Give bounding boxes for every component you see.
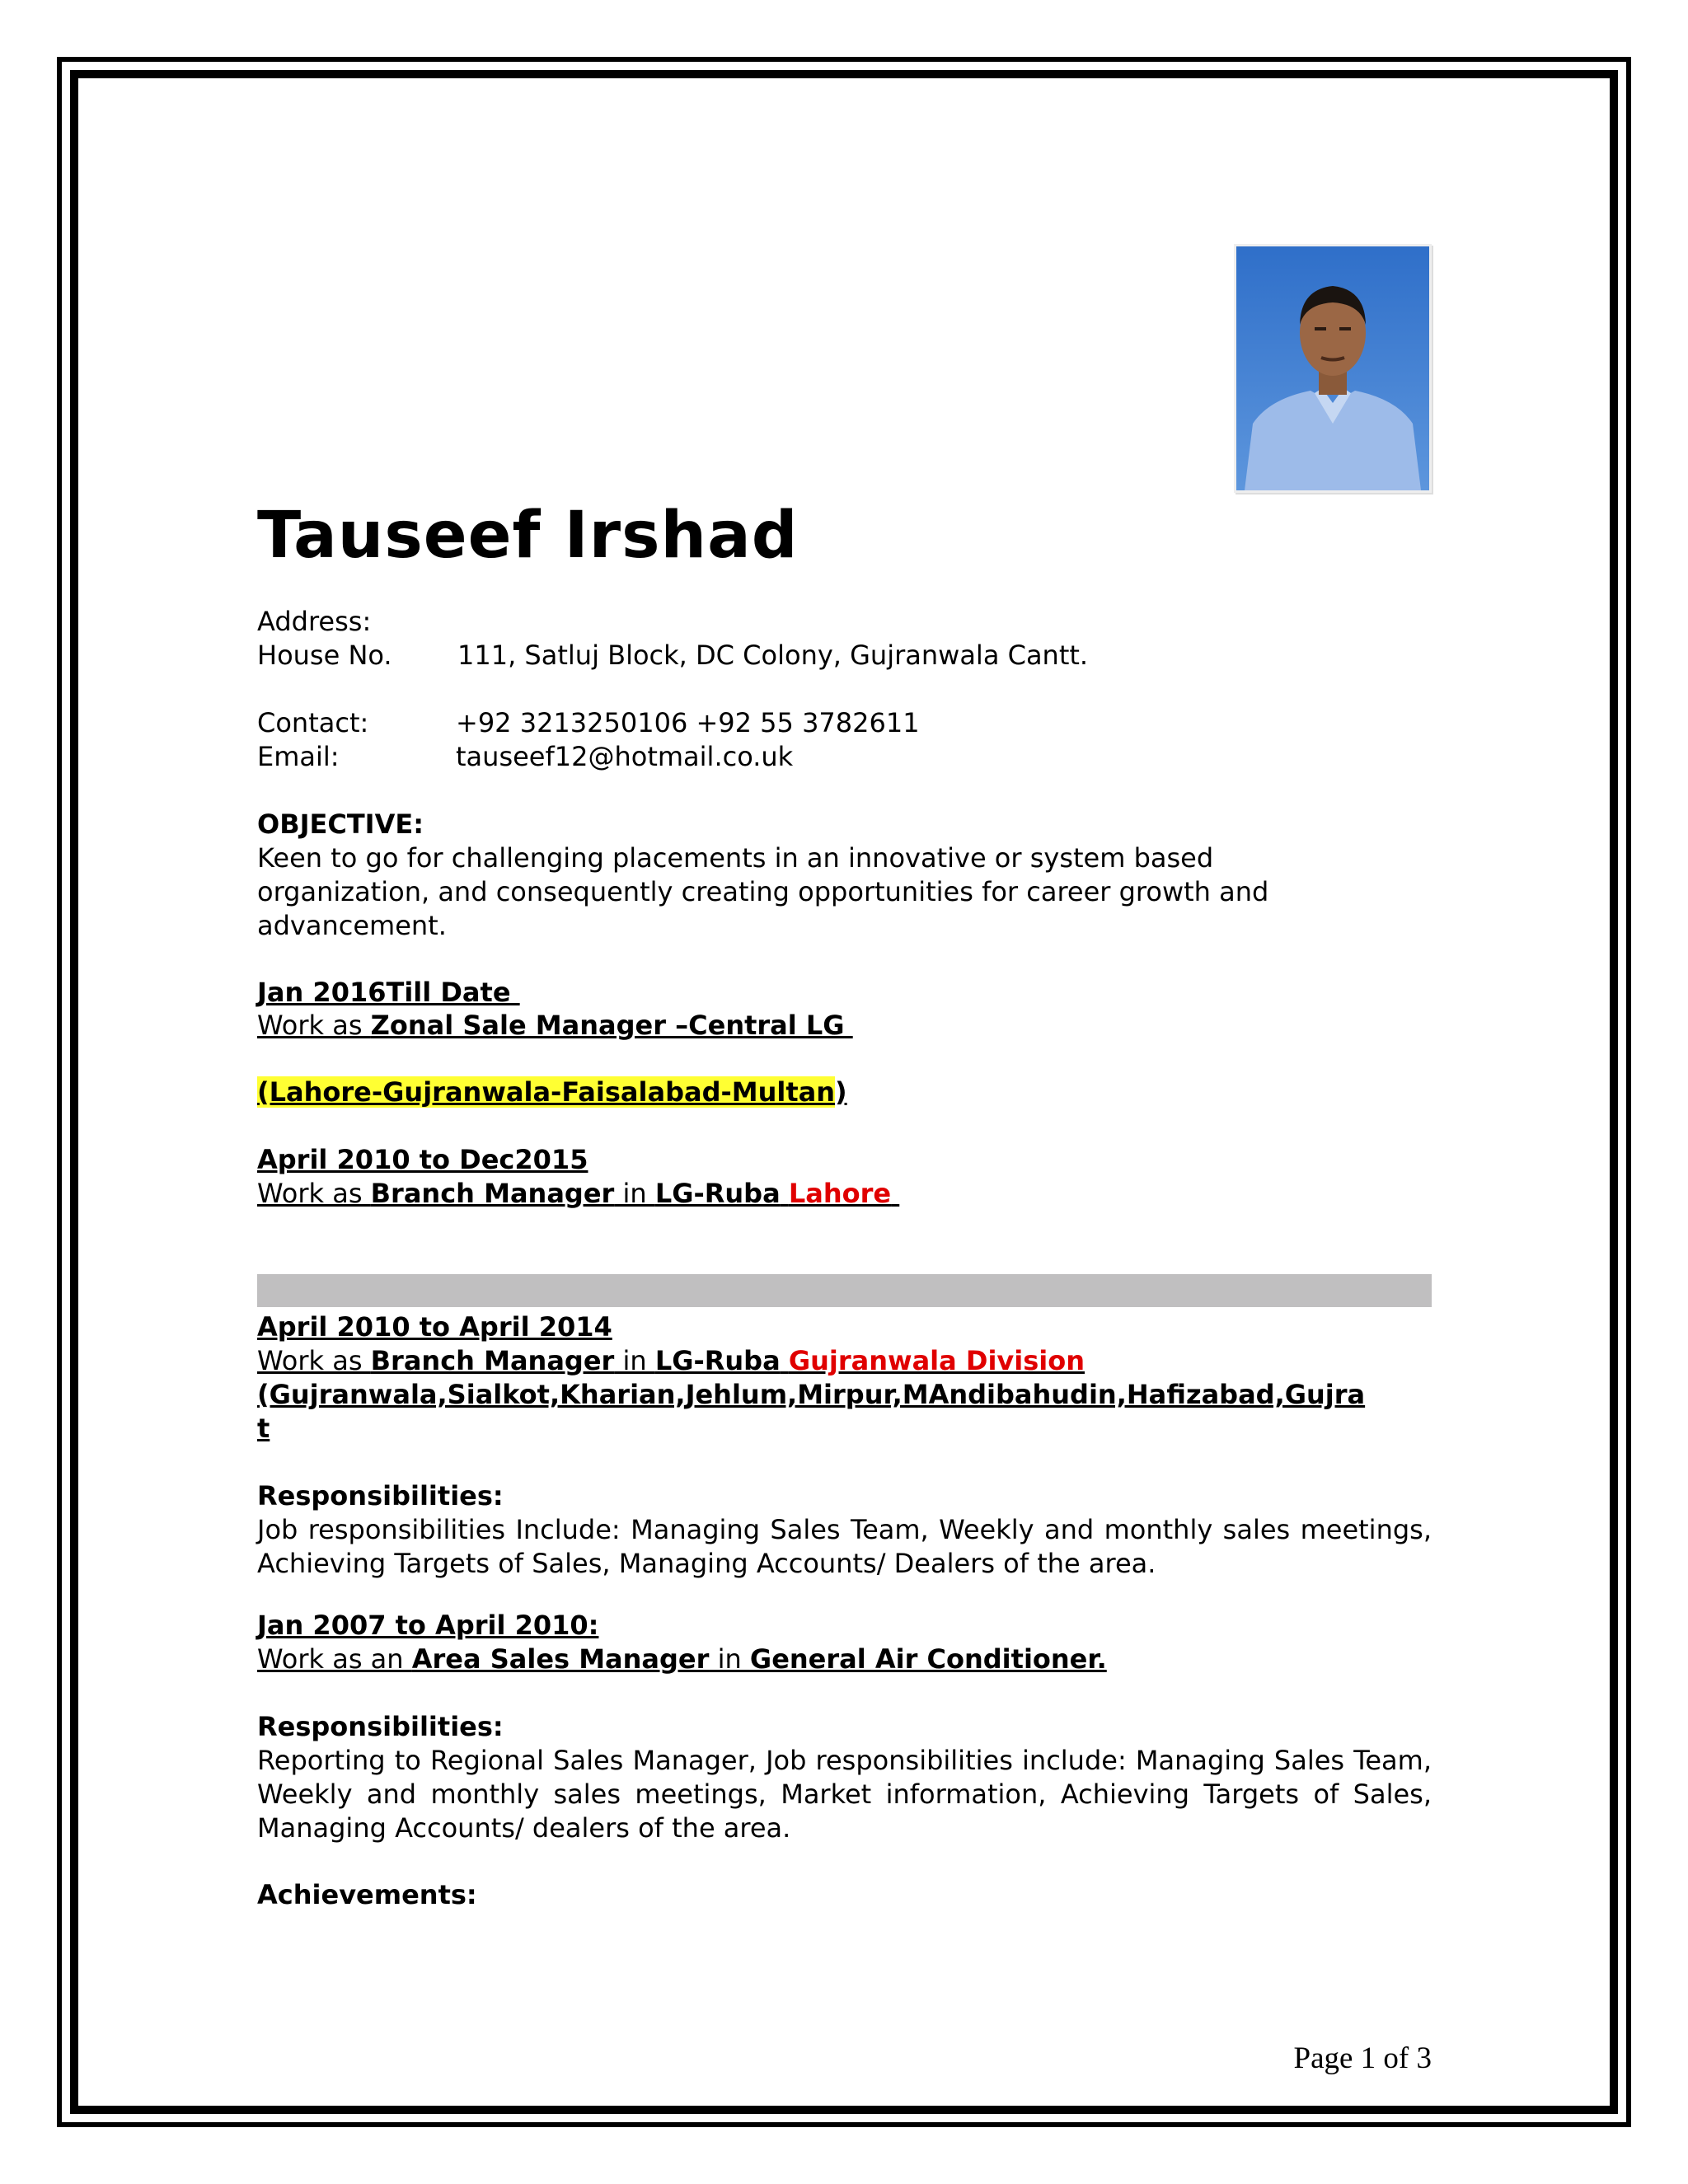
profile-photo <box>1234 244 1432 493</box>
house-label: House No. <box>257 640 392 671</box>
job3-title: Branch Manager <box>370 1345 615 1376</box>
contact-label: Contact: <box>257 707 369 738</box>
email-row <box>257 740 793 774</box>
job2-title: Branch Manager <box>370 1178 615 1209</box>
job2-company: LG-Ruba <box>654 1178 781 1209</box>
contact-value: +92 3213250106 +92 55 3782611 <box>456 707 920 738</box>
house-row <box>257 639 1088 673</box>
address-heading: Address: <box>257 606 372 637</box>
job4-title: Area Sales Manager <box>411 1643 710 1675</box>
job3-company: LG-Ruba <box>654 1345 781 1376</box>
job1-regions: (Lahore-Gujranwala-Faisalabad-Multan) <box>257 1076 847 1108</box>
candidate-name: Tauseef Irshad <box>257 499 799 573</box>
contact-row <box>257 706 920 740</box>
job4-period: Jan 2007 to April 2010: <box>257 1610 599 1641</box>
section-divider <box>257 1274 1432 1307</box>
email-value: tauseef12@hotmail.co.uk <box>456 741 794 772</box>
job1-prefix: Work as <box>257 1010 371 1041</box>
job1-role <box>257 1009 853 1043</box>
job3-cities-line-2: t <box>257 1413 270 1444</box>
job4-role: Work as an Area Sales Manager in General Air Conditioner. <box>257 1643 1107 1675</box>
job1-title: Zonal Sale Manager –Central LG <box>370 1010 845 1041</box>
achievements-heading: Achievements: <box>257 1879 477 1910</box>
job4-responsibilities-heading: Responsibilities: <box>257 1711 504 1742</box>
job1-period: Jan 2016Till Date <box>257 977 511 1008</box>
objective-line-3: advancement. <box>257 910 447 941</box>
job4-responsibilities-text: Reporting to Regional Sales Manager, Job responsibilities include: Managing Sales Team, Weekly and monthly sales meetings, Market information, Achieving Targets of Sales, Managing Accounts/ dealers of the area. <box>257 1745 1432 1844</box>
page-number: Page 1 of 3 <box>1293 2041 1432 2075</box>
job3-cities-line-1: (Gujranwala,Sialkot,Kharian,Jehlum,Mirpur,MAndibahudin,Hafizabad,Gujra <box>257 1379 1366 1410</box>
job3-period: April 2010 to April 2014 <box>257 1311 612 1343</box>
job3-role: Work as Branch Manager in LG-Ruba Gujranwala Division <box>257 1345 1085 1376</box>
job4-company: General Air Conditioner. <box>749 1643 1107 1675</box>
objective-line-2: organization, and consequently creating opportunities for career growth and <box>257 876 1269 907</box>
job1-regions-highlight: (Lahore-Gujranwala-Faisalabad-Multan <box>257 1076 836 1108</box>
job3-responsibilities-heading: Responsibilities: <box>257 1480 504 1511</box>
objective-line-1: Keen to go for challenging placements in an innovative or system based <box>257 842 1214 874</box>
email-label: Email: <box>257 741 340 772</box>
job3-responsibilities-text: Job responsibilities Include: Managing Sales Team, Weekly and monthly sales meetings, Achieving Targets of Sales, Managing Accounts/ Dealers of the area. <box>257 1514 1432 1579</box>
job2-role: Work as Branch Manager in LG-Ruba Lahore <box>257 1178 892 1209</box>
job3-division: Gujranwala Division <box>788 1345 1085 1376</box>
job2-city: Lahore <box>788 1178 892 1209</box>
job2-period: April 2010 to Dec2015 <box>257 1144 588 1175</box>
house-value: 111, Satluj Block, DC Colony, Gujranwala Cantt. <box>457 640 1089 671</box>
objective-heading: OBJECTIVE: <box>257 808 424 840</box>
